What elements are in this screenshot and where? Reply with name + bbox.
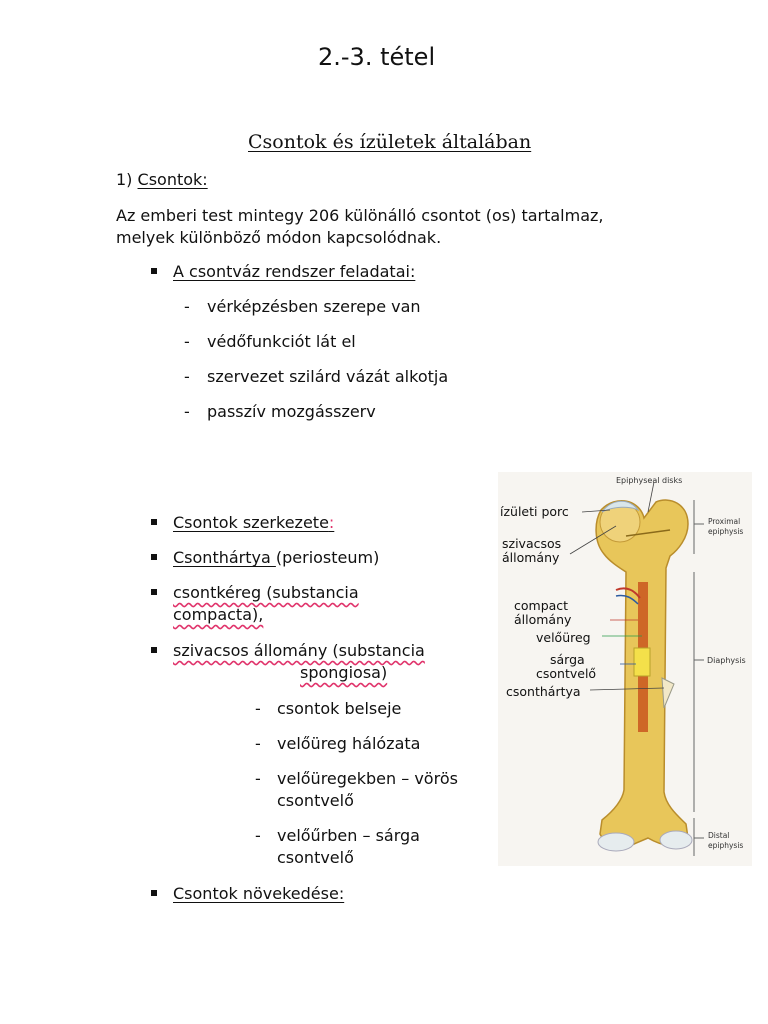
- label-spongy-2: állomány: [502, 550, 560, 565]
- document-heading: Csontok és ízületek általában: [248, 131, 532, 153]
- label-articular-cartilage: ízületi porc: [500, 504, 569, 519]
- bullet-label: Csontok szerkezete: [173, 513, 329, 532]
- spongy-item: csontok belseje: [277, 699, 402, 718]
- dash-marker: -: [255, 769, 261, 788]
- section-number: 1): [116, 170, 138, 189]
- dash-marker: -: [184, 402, 190, 421]
- label-medullary-cavity: velőüreg: [536, 630, 591, 645]
- distal-cartilage-left: [598, 833, 634, 851]
- bullet-spongy-line-2: spongiosa): [300, 663, 388, 682]
- label-distal-2: epiphysis: [708, 841, 744, 850]
- section-heading: [116, 169, 208, 191]
- label-periosteum: csonthártya: [506, 684, 581, 699]
- intro-line-1: Az emberi test mintegy 206 különálló csontot (os) tartalmaz,: [116, 206, 604, 225]
- bullet-marker: [151, 647, 157, 653]
- section-label: Csontok:: [137, 170, 208, 189]
- bullet-marker: [151, 268, 157, 274]
- bullet-marker: [151, 554, 157, 560]
- intro-line-2: melyek különböző módon kapcsolódnak.: [116, 228, 442, 247]
- bullet-bone-structure: [173, 512, 334, 534]
- bullet-skeleton-functions: A csontváz rendszer feladatai:: [173, 262, 416, 281]
- dash-marker: -: [184, 297, 190, 316]
- femur-diagram: [498, 472, 752, 866]
- spongy-item-continuation: csontvelő: [277, 848, 354, 867]
- task-item: vérképzésben szerepe van: [207, 297, 421, 316]
- bullet-spongy-line-1: szivacsos állomány (substancia: [173, 641, 425, 660]
- bullet-colon: :: [328, 513, 335, 532]
- bullet-label: Csonthártya: [173, 548, 276, 567]
- label-proximal-1: Proximal: [708, 517, 741, 526]
- bullet-bone-growth: Csontok növekedése:: [173, 884, 345, 903]
- spongy-item: velőüregekben – vörös: [277, 769, 458, 788]
- label-compact-1: compact: [514, 598, 569, 613]
- dash-marker: -: [255, 734, 261, 753]
- label-distal-1: Distal: [708, 831, 730, 840]
- label-compact-2: állomány: [514, 612, 572, 627]
- dash-marker: -: [255, 699, 261, 718]
- task-item: passzív mozgásszerv: [207, 402, 376, 421]
- spongy-item: velőüreg hálózata: [277, 734, 421, 753]
- label-epiphyseal-disks: Epiphyseal disks: [616, 476, 683, 485]
- spongy-item-continuation: csontvelő: [277, 791, 354, 810]
- spongy-item: velőűrben – sárga: [277, 826, 420, 845]
- bullet-rest: (periosteum): [275, 548, 380, 567]
- label-yellow-2: csontvelő: [536, 666, 597, 681]
- label-diaphysis: Diaphysis: [707, 656, 746, 665]
- bullet-compact-line-2: compacta),: [173, 605, 264, 624]
- bullet-marker: [151, 519, 157, 525]
- bullet-marker: [151, 589, 157, 595]
- label-yellow-1: sárga: [550, 652, 585, 667]
- dash-marker: -: [184, 367, 190, 386]
- yellow-marrow: [634, 648, 650, 676]
- label-proximal-2: epiphysis: [708, 527, 744, 536]
- dash-marker: -: [255, 826, 261, 845]
- distal-cartilage-right: [660, 831, 692, 849]
- bullet-marker: [151, 890, 157, 896]
- dash-marker: -: [184, 332, 190, 351]
- task-item: védőfunkciót lát el: [207, 332, 356, 351]
- label-spongy-1: szivacsos: [502, 536, 562, 551]
- bullet-periosteum: [173, 547, 379, 569]
- bullet-compact-line-1: csontkéreg (substancia: [173, 583, 359, 602]
- page-title: 2.-3. tétel: [318, 43, 436, 71]
- task-item: szervezet szilárd vázát alkotja: [207, 367, 449, 386]
